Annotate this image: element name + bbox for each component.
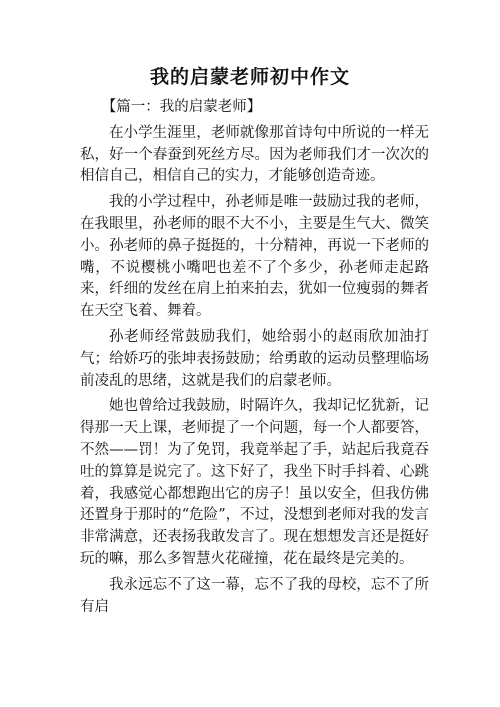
- paragraph: 在小学生涯里，老师就像那首诗句中所说的一样无私，好一个春蚕到死丝方尽。因为老师我们才一次次的相信自己，相信自己的实力，才能够创造奇迹。: [80, 124, 429, 185]
- paragraph: 孙老师经常鼓励我们，她给弱小的赵雨欣加油打气；给娇巧的张坤表扬鼓励；给勇敢的运动员整理临场前凌乱的思绪，这就是我们的启蒙老师。: [80, 328, 429, 389]
- paragraph: 我永远忘不了这一幕，忘不了我的母校，忘不了所有启: [80, 576, 429, 615]
- paragraph: 我的小学过程中，孙老师是唯一鼓励过我的老师，在我眼里，孙老师的眼不大不小，主要是生气大、微笑小。孙老师的鼻子挺挺的，十分精神，再说一下老师的嘴，不说樱桃小嘴吧也差不了个多少，孙老师走起路来，纤细的发丝在肩上拍来拍去，犹如一位瘦弱的舞者在天空飞着、舞着。: [80, 194, 429, 320]
- document-body: [80, 97, 429, 622]
- paragraph: 她也曾给过我鼓励，时隔许久，我却记忆犹新，记得那一天上课，老师提了一个问题，每一个人都要答，不然——罚！为了免罚，我竟举起了手，站起后我竟吞吐的算算是说完了。这下好了，我坐下时手抖着、心跳着，我感觉心都想跑出它的房子！虽以安全，但我仿佛还置身于那时的“危险”，不过，没想到老师对我的发言非常满意，还表扬我敢发言了。现在想想发言还是挺好玩的嘛，那么多智慧火花碰撞，花在最终是完美的。: [80, 398, 429, 567]
- document-title: 我的启蒙老师初中作文: [149, 66, 350, 88]
- section-heading: 【篇一：我的启蒙老师】: [101, 99, 262, 115]
